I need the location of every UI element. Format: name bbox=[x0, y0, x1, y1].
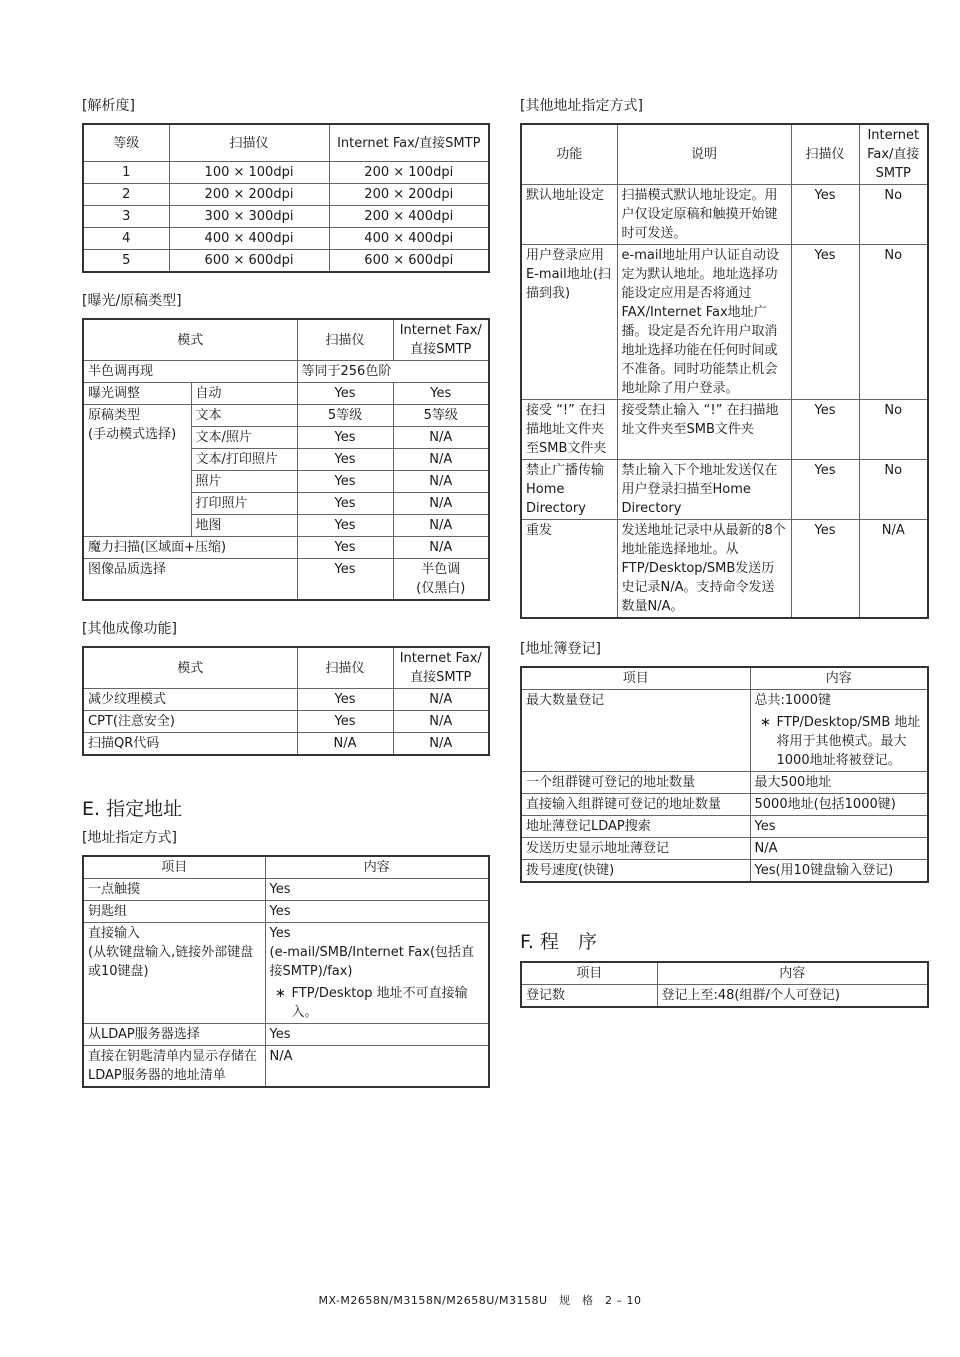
left-column bbox=[82, 96, 490, 1088]
note-text: FTP/Desktop/SMB 地址将用于其他模式。最大1000地址将被登记。 bbox=[776, 715, 921, 768]
table-cell: Yes bbox=[297, 559, 393, 601]
table-cell: 一点触摸 bbox=[83, 879, 265, 901]
table-cell: Yes bbox=[297, 383, 393, 405]
asterisk-icon: ∗ bbox=[760, 715, 771, 730]
table-row bbox=[521, 460, 928, 520]
direct-input-value-detail: (e-mail/SMB/Internet Fax(包括直接SMTP)/fax) bbox=[269, 945, 475, 979]
table-cell: No bbox=[859, 185, 928, 245]
right-column bbox=[520, 96, 929, 1008]
table-row bbox=[521, 400, 928, 460]
table-cell: 文本 bbox=[191, 405, 297, 427]
max-reg-value: 总共:1000键 bbox=[754, 693, 831, 708]
column-header: Internet Fax/直接SMTP bbox=[393, 647, 489, 689]
column-header: Internet Fax/直接SMTP bbox=[859, 124, 928, 185]
table-cell: Yes bbox=[791, 245, 859, 400]
table-cell: Yes bbox=[297, 449, 393, 471]
table-cell: No bbox=[859, 400, 928, 460]
table-row bbox=[521, 185, 928, 245]
table-row bbox=[521, 816, 928, 838]
table-cell: Yes bbox=[297, 471, 393, 493]
table-cell: 半色调再现 bbox=[83, 361, 297, 383]
column-header: 等级 bbox=[83, 124, 169, 162]
table-row bbox=[83, 361, 489, 383]
table-cell: No bbox=[859, 460, 928, 520]
table-row bbox=[83, 206, 489, 228]
table-cell: 钥匙组 bbox=[83, 901, 265, 923]
direct-input-detail: (从软键盘输入,链接外部键盘或10键盘) bbox=[88, 945, 254, 979]
table-cell: 重发 bbox=[521, 520, 617, 619]
table-cell: N/A bbox=[393, 515, 489, 537]
table-cell: Yes bbox=[297, 427, 393, 449]
table-cell: 一个组群键可登记的地址数量 bbox=[521, 772, 750, 794]
table-row bbox=[521, 520, 928, 619]
table-cell: 图像品质选择 bbox=[83, 559, 297, 601]
column-header: Internet Fax/直接SMTP bbox=[329, 124, 489, 162]
table-row bbox=[83, 537, 489, 559]
table-cell: N/A bbox=[393, 449, 489, 471]
resolution-table bbox=[82, 123, 490, 273]
table-cell: 登记数 bbox=[521, 985, 657, 1008]
table-cell: 3 bbox=[83, 206, 169, 228]
table-row bbox=[83, 250, 489, 273]
table-cell: 接受 “!” 在扫描地址文件夹至SMB文件夹 bbox=[521, 400, 617, 460]
table-cell: N/A bbox=[750, 838, 928, 860]
section-f-title: F. 程 序 bbox=[520, 931, 597, 953]
table-cell: 400 × 400dpi bbox=[329, 228, 489, 250]
table-cell: 400 × 400dpi bbox=[169, 228, 329, 250]
other-imaging-label: [其他成像功能] bbox=[82, 621, 177, 637]
address-method-table bbox=[82, 855, 490, 1088]
table-row bbox=[521, 838, 928, 860]
note-text: FTP/Desktop 地址不可直接输入。 bbox=[291, 986, 468, 1020]
table-cell bbox=[83, 923, 265, 1024]
table-cell: 默认地址设定 bbox=[521, 185, 617, 245]
table-cell: 地图 bbox=[191, 515, 297, 537]
quality-fax-value: 半色调 bbox=[421, 562, 461, 577]
other-address-table bbox=[520, 123, 929, 619]
column-header: Internet Fax/直接SMTP bbox=[393, 319, 489, 361]
column-header: 项目 bbox=[83, 856, 265, 879]
table-cell: 200 × 200dpi bbox=[169, 184, 329, 206]
table-cell: 2 bbox=[83, 184, 169, 206]
direct-input-note bbox=[270, 984, 485, 1022]
table-row bbox=[83, 228, 489, 250]
table-cell: 禁止广播传输 Home Directory bbox=[521, 460, 617, 520]
table-cell: 5000地址(包括1000键) bbox=[750, 794, 928, 816]
table-cell: 从LDAP服务器选择 bbox=[83, 1024, 265, 1046]
table-cell: N/A bbox=[393, 537, 489, 559]
table-cell: 直接输入组群键可登记的地址数量 bbox=[521, 794, 750, 816]
column-header: 说明 bbox=[617, 124, 791, 185]
table-cell: N/A bbox=[393, 471, 489, 493]
direct-input-value: Yes bbox=[269, 926, 291, 941]
section-e-title: E. 指定地址 bbox=[82, 798, 183, 820]
table-header-row bbox=[83, 647, 489, 689]
table-row bbox=[83, 733, 489, 756]
page-footer: MX-M2658N/M3158N/M2658U/M3158U 规 格 2 – 10 bbox=[318, 1294, 642, 1307]
table-cell: N/A bbox=[393, 493, 489, 515]
column-header: 扫描仪 bbox=[297, 319, 393, 361]
table-cell: Yes bbox=[393, 383, 489, 405]
table-cell: CPT(注意安全) bbox=[83, 711, 297, 733]
table-row bbox=[521, 794, 928, 816]
table-cell: Yes bbox=[297, 689, 393, 711]
table-cell: 最大500地址 bbox=[750, 772, 928, 794]
table-cell: e-mail地址用户认证自动设定为默认地址。地址选择功能设定应用是否将通过FAX/Internet Fax地址广播。设定是否允许用户取消地址选择功能在任何时间或不准备。同时功能禁止机会地址除了用户登录。 bbox=[617, 245, 791, 400]
table-header-row bbox=[83, 319, 489, 361]
table-row bbox=[521, 690, 928, 772]
table-header-row bbox=[521, 962, 928, 985]
table-cell: N/A bbox=[393, 689, 489, 711]
table-cell: 300 × 300dpi bbox=[169, 206, 329, 228]
table-cell: 扫描QR代码 bbox=[83, 733, 297, 756]
table-cell bbox=[750, 690, 928, 772]
table-row bbox=[83, 923, 489, 1024]
table-cell bbox=[265, 923, 489, 1024]
table-row bbox=[83, 711, 489, 733]
table-cell: Yes bbox=[297, 515, 393, 537]
table-cell: 照片 bbox=[191, 471, 297, 493]
table-cell: 200 × 400dpi bbox=[329, 206, 489, 228]
table-cell: 5等级 bbox=[297, 405, 393, 427]
address-book-table bbox=[520, 666, 929, 883]
table-row bbox=[83, 405, 489, 427]
table-row bbox=[83, 901, 489, 923]
table-cell: 魔力扫描(区域面+压缩) bbox=[83, 537, 297, 559]
table-cell: 100 × 100dpi bbox=[169, 162, 329, 184]
table-cell: 登记上至:48(组群/个人可登记) bbox=[657, 985, 928, 1008]
original-type-label: 原稿类型 bbox=[88, 408, 141, 423]
table-row bbox=[521, 860, 928, 883]
column-header: 模式 bbox=[83, 647, 297, 689]
table-cell: Yes bbox=[791, 460, 859, 520]
column-header: 扫描仪 bbox=[791, 124, 859, 185]
table-cell: 4 bbox=[83, 228, 169, 250]
table-cell: Yes bbox=[265, 1024, 489, 1046]
table-cell: Yes bbox=[297, 711, 393, 733]
table-cell: Yes bbox=[750, 816, 928, 838]
column-header: 功能 bbox=[521, 124, 617, 185]
max-reg-note bbox=[755, 713, 924, 770]
direct-input-label: 直接输入 bbox=[88, 926, 141, 941]
table-cell: 地址薄登记LDAP搜索 bbox=[521, 816, 750, 838]
table-cell: 5 bbox=[83, 250, 169, 273]
table-cell: N/A bbox=[393, 711, 489, 733]
table-cell: 600 × 600dpi bbox=[169, 250, 329, 273]
resolution-label: [解析度] bbox=[82, 98, 135, 114]
table-cell: 拨号速度(快键) bbox=[521, 860, 750, 883]
table-cell: 等同于256色阶 bbox=[297, 361, 489, 383]
address-method-label: [地址指定方式] bbox=[82, 830, 177, 846]
table-cell: 最大数量登记 bbox=[521, 690, 750, 772]
table-cell: 直接在钥匙清单内显示存储在LDAP服务器的地址清单 bbox=[83, 1046, 265, 1088]
table-cell: Yes bbox=[791, 520, 859, 619]
exposure-table bbox=[82, 318, 490, 601]
table-cell: 接受禁止输入 “!” 在扫描地址文件夹至SMB文件夹 bbox=[617, 400, 791, 460]
table-cell: Yes bbox=[791, 400, 859, 460]
table-cell: Yes(用10键盘输入登记) bbox=[750, 860, 928, 883]
other-imaging-table bbox=[82, 646, 490, 756]
table-row bbox=[83, 1046, 489, 1088]
column-header: 模式 bbox=[83, 319, 297, 361]
table-row bbox=[521, 245, 928, 400]
table-cell: N/A bbox=[265, 1046, 489, 1088]
table-cell: Yes bbox=[791, 185, 859, 245]
table-cell: Yes bbox=[265, 879, 489, 901]
table-cell: 发送历史显示地址薄登记 bbox=[521, 838, 750, 860]
table-row bbox=[83, 689, 489, 711]
table-row bbox=[83, 162, 489, 184]
column-header: 扫描仪 bbox=[169, 124, 329, 162]
column-header: 内容 bbox=[265, 856, 489, 879]
quality-fax-note: (仅黑白) bbox=[416, 581, 466, 596]
table-row bbox=[521, 772, 928, 794]
program-table bbox=[520, 961, 929, 1008]
table-cell: 文本/照片 bbox=[191, 427, 297, 449]
table-cell: N/A bbox=[393, 427, 489, 449]
table-cell: 5等级 bbox=[393, 405, 489, 427]
table-cell: 1 bbox=[83, 162, 169, 184]
table-cell: 打印照片 bbox=[191, 493, 297, 515]
table-cell: 曝光调整 bbox=[83, 383, 191, 405]
column-header: 内容 bbox=[750, 667, 928, 690]
address-book-label: [地址簿登记] bbox=[520, 641, 601, 657]
table-cell: No bbox=[859, 245, 928, 400]
original-type-sublabel: (手动模式选择) bbox=[88, 427, 177, 442]
table-cell: Yes bbox=[297, 493, 393, 515]
column-header: 项目 bbox=[521, 962, 657, 985]
table-row bbox=[83, 184, 489, 206]
table-header-row bbox=[521, 124, 928, 185]
exposure-label: [曝光/原稿类型] bbox=[82, 293, 182, 309]
column-header: 项目 bbox=[521, 667, 750, 690]
table-cell: 200 × 200dpi bbox=[329, 184, 489, 206]
table-cell: Yes bbox=[265, 901, 489, 923]
table-header-row bbox=[83, 124, 489, 162]
table-row bbox=[83, 383, 489, 405]
column-header: 内容 bbox=[657, 962, 928, 985]
table-cell: 200 × 100dpi bbox=[329, 162, 489, 184]
table-cell: 文本/打印照片 bbox=[191, 449, 297, 471]
table-cell: 减少纹理模式 bbox=[83, 689, 297, 711]
table-cell: N/A bbox=[297, 733, 393, 756]
table-row bbox=[83, 879, 489, 901]
table-row bbox=[83, 559, 489, 601]
table-cell: 发送地址记录中从最新的8个地址能选择地址。从FTP/Desktop/SMB发送历史记录N/A。支持命令发送数量N/A。 bbox=[617, 520, 791, 619]
table-row bbox=[521, 985, 928, 1008]
asterisk-icon: ∗ bbox=[275, 986, 286, 1001]
table-cell: 600 × 600dpi bbox=[329, 250, 489, 273]
table-cell: 自动 bbox=[191, 383, 297, 405]
table-row bbox=[83, 1024, 489, 1046]
table-cell: N/A bbox=[393, 733, 489, 756]
table-cell: 用户登录应用E-mail地址(扫描到我) bbox=[521, 245, 617, 400]
table-cell: Yes bbox=[297, 537, 393, 559]
table-header-row bbox=[521, 667, 928, 690]
table-cell: 禁止输入下个地址发送仅在用户登录扫描至Home Directory bbox=[617, 460, 791, 520]
table-cell bbox=[393, 559, 489, 601]
table-header-row bbox=[83, 856, 489, 879]
table-cell: N/A bbox=[859, 520, 928, 619]
other-address-label: [其他地址指定方式] bbox=[520, 98, 643, 114]
table-cell bbox=[83, 405, 191, 537]
table-cell: 扫描模式默认地址设定。用户仅设定原稿和触摸开始键时可发送。 bbox=[617, 185, 791, 245]
column-header: 扫描仪 bbox=[297, 647, 393, 689]
